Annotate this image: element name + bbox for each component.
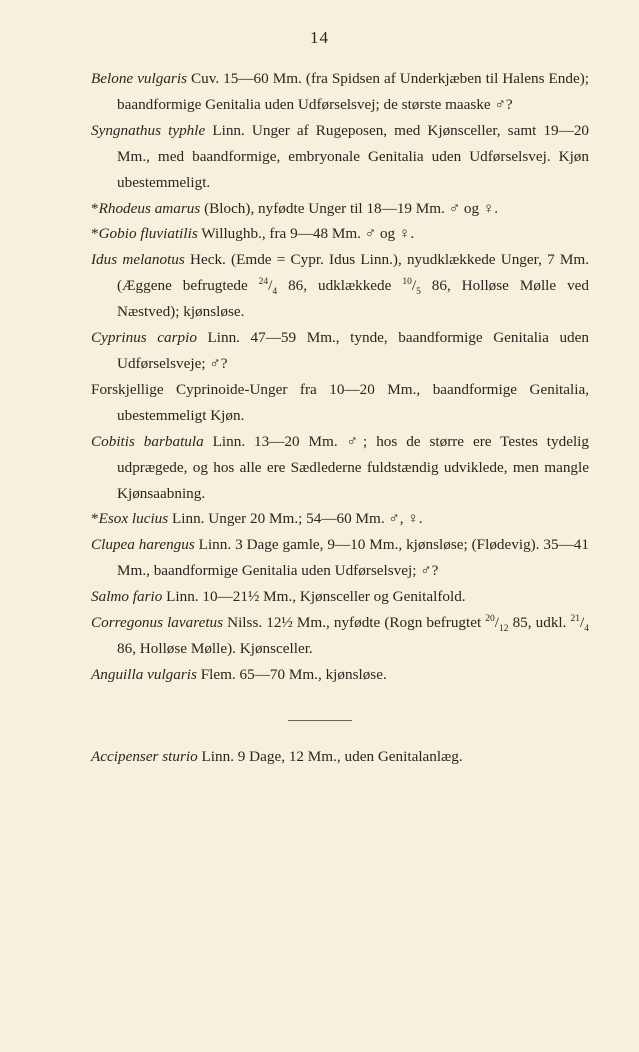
entry-text: 86, Holløse Mølle). Kjønsceller. xyxy=(117,639,313,657)
species-name: Cobitis barbatula xyxy=(91,432,204,450)
section-divider xyxy=(288,720,352,721)
entry-salmo xyxy=(91,584,589,610)
species-name: Rhodeus amarus xyxy=(98,199,201,217)
entry-text: 86, udklækkede xyxy=(277,277,403,295)
entry-text: Linn. 3 Dage gamle, 9—10 Mm., kjønsløse; (Flødevig). 35—41 Mm., baandformige Genitalia uden Udførselsvej; ♂? xyxy=(117,536,589,580)
entry-text: Willughb., fra 9—48 Mm. ♂ og ♀. xyxy=(197,225,415,243)
species-name: Belone vulgaris xyxy=(91,70,187,87)
species-name: Cyprinus carpio xyxy=(91,329,197,347)
species-name: Gobio fluviatilis xyxy=(98,225,198,243)
species-name: Salmo fario xyxy=(91,588,163,606)
fraction-denominator: 5 xyxy=(416,287,421,298)
entry-accipenser xyxy=(91,744,589,770)
species-name: Esox lucius xyxy=(98,510,169,528)
fraction-numerator: 24 xyxy=(258,277,269,288)
entry-corregonus: Corregonus lavaretus Nilss. 12½ Mm., nyfødte (Rogn befrugtet $^{20}/_{12}$ 85, udkl. $^{21}/_4$ 86, Holløse Mølle). Kjønsceller. xyxy=(91,613,589,657)
entry-syngnathus xyxy=(91,118,589,196)
fraction-numerator: 21 xyxy=(570,613,581,624)
entry-rhodeus xyxy=(91,196,589,222)
entry-anguilla xyxy=(91,662,589,688)
entry-cyprinoide xyxy=(91,377,589,429)
entry-text: Nilss. 12½ Mm., nyfødte (Rogn befrugtet xyxy=(223,614,486,632)
entry-text: Forskjellige Cyprinoide-Unger fra 10—20 Mm., baandformige Genitalia, ubestemmeligt Kjøn. xyxy=(91,380,589,424)
species-name: Syngnathus typhle xyxy=(91,121,206,139)
entry-idus: Idus melanotus Heck. (Emde = Cypr. Idus Linn.), nyudklækkede Unger, 7 Mm. (Æggene befrugtede $^{24}/_4$ 86, udklækkede $^{10}/_5$ 86, Holløse Mølle ved Næstved); kjønsløse. xyxy=(91,251,589,321)
entry-text: Linn. 47—59 Mm., tynde, baandformige Genitalia uden Udførselsveje; ♂? xyxy=(117,329,589,372)
entry-text: Linn. 9 Dage, 12 Mm., uden Genitalanlæg. xyxy=(197,748,463,765)
species-name: Anguilla vulgaris xyxy=(91,665,197,683)
entry-cobitis xyxy=(91,429,589,507)
entry-text: Linn. 13—20 Mm. ♂; hos de større ere Testes tydelig udprægede, og hos alle ere Sædlederne fuldstændig udviklede, men mangle Kjønsaabning. xyxy=(117,432,589,502)
entry-text: Heck. (Emde = Cypr. Idus Linn.), nyudklækkede Unger, 7 Mm. (Æggene befrugtede xyxy=(117,251,589,295)
asterisk-mark: * xyxy=(91,225,99,243)
fraction-numerator: 10 xyxy=(402,277,412,288)
entry-text: Linn. Unger 20 Mm.; 54—60 Mm. ♂, ♀. xyxy=(168,510,423,528)
species-name: Clupea harengus xyxy=(91,536,195,554)
entry-text: Cuv. 15—60 Mm. (fra Spidsen af Underkjæben til Halens Ende); baandformige Genitalia uden Udførselsvej; de største maaske ♂? xyxy=(117,70,589,113)
entry-text: 86, Holløse Mølle ved Næstved); kjønsløse. xyxy=(117,277,589,321)
asterisk-mark: * xyxy=(91,510,99,528)
species-name: Idus melanotus xyxy=(91,251,185,269)
entry-esox xyxy=(91,506,589,532)
fraction-denominator: 4 xyxy=(272,287,278,298)
species-name: Accipenser sturio xyxy=(91,748,198,765)
entry-gobio xyxy=(91,221,589,247)
entry-clupea xyxy=(91,532,589,584)
fraction-denominator: 4 xyxy=(584,624,589,635)
entry-text: Flem. 65—70 Mm., kjønsløse. xyxy=(196,665,387,683)
entry-cyprinus xyxy=(91,325,589,377)
fraction-numerator: 20 xyxy=(485,613,495,624)
page-number: 14 xyxy=(310,28,329,47)
fraction-denominator: 12 xyxy=(499,624,509,635)
entry-text: Linn. Unger af Rugeposen, med Kjønsceller, samt 19—20 Mm., med baandformige, embryonale Genitalia uden Udførselsvej. Kjøn ubestemmeligt. xyxy=(117,121,590,191)
species-list xyxy=(91,66,589,688)
asterisk-mark: * xyxy=(91,199,99,217)
entry-text: (Bloch), nyfødte Unger til 18—19 Mm. ♂ og ♀. xyxy=(200,199,499,217)
entry-text: 85, udkl. xyxy=(508,614,571,632)
species-name: Corregonus lavaretus xyxy=(91,614,224,632)
entry-belone xyxy=(91,66,589,118)
entry-text: Linn. 10—21½ Mm., Kjønsceller og Genitalfold. xyxy=(162,588,466,606)
